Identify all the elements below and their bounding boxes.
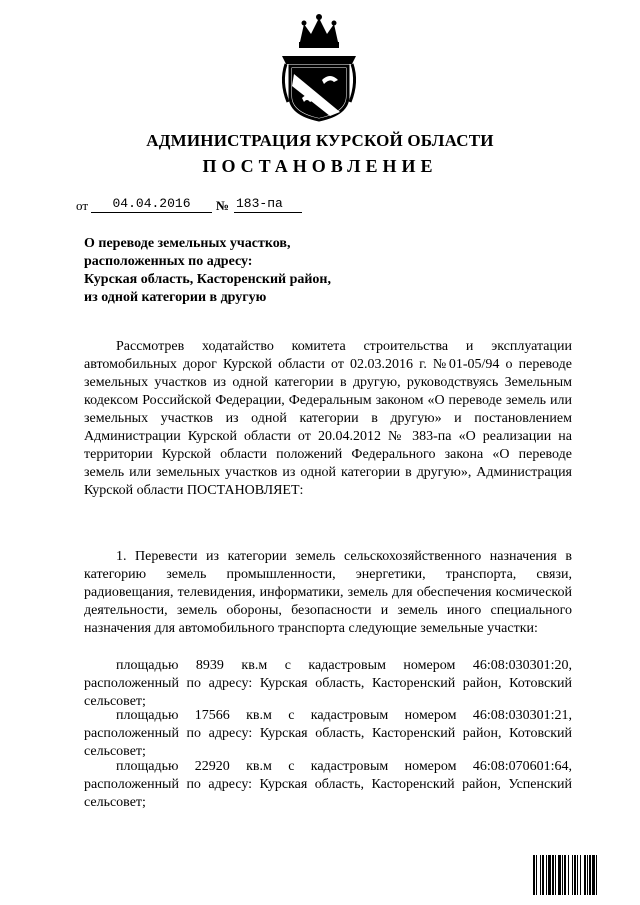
- barcode-icon: [533, 855, 625, 895]
- barcode-bar: [542, 855, 544, 895]
- barcode-bar: [540, 855, 541, 895]
- land-plot-item: площадью 22920 кв.м с кадастровым номером 46:08:070601:64, расположенный по адресу: Курская область, Касторенский район, Успенский сельсовет;: [84, 759, 572, 810]
- document-number: 183-па: [234, 196, 302, 213]
- barcode-bar: [584, 855, 586, 895]
- barcode-bar: [574, 855, 576, 895]
- barcode-bar: [552, 855, 554, 895]
- barcode-bar: [572, 855, 573, 895]
- barcode-bar: [577, 855, 578, 895]
- barcode-bar: [592, 855, 595, 895]
- barcode-bar: [580, 855, 581, 895]
- barcode-bar: [589, 855, 591, 895]
- barcode-bar: [568, 855, 569, 895]
- coat-of-arms-icon: [278, 12, 360, 122]
- barcode-bar: [562, 855, 563, 895]
- subject-line: из одной категории в другую: [84, 290, 267, 305]
- barcode-bar: [558, 855, 561, 895]
- number-prefix: №: [216, 198, 230, 213]
- subject-line: Курская область, Касторенский район,: [84, 272, 332, 287]
- barcode-bar: [548, 855, 551, 895]
- barcode-bar: [555, 855, 556, 895]
- organization-name: АДМИНИСТРАЦИЯ КУРСКОЙ ОБЛАСТИ: [146, 131, 494, 150]
- land-plot-item: площадью 8939 кв.м с кадастровым номером 46:08:030301:20, расположенный по адресу: Курская область, Касторенский район, Котовский сельсовет;: [84, 658, 572, 709]
- preamble-paragraph: Рассмотрев ходатайство комитета строительства и эксплуатации автомобильных дорог Курской области от 02.03.2016 г. №01-05/94 о переводе земельных участков из одной категории в другую, руководствуясь Земельным кодексом Российской Федерации, Федеральным законом «О переводе земель или земельных участков из одной категории в другую» и постановлением Администрации Курской области от 20.04.2012 № 383-па «О реализации на территории Курской области положений Федерального закона «О переводе земель или земельных участков из одной категории в другую», Администрация Курской области ПОСТАНОВЛЯЕТ:: [84, 339, 572, 498]
- land-plot-item: площадью 17566 кв.м с кадастровым номером 46:08:030301:21, расположенный по адресу: Курская область, Касторенский район, Котовский сельсовет;: [84, 708, 572, 759]
- barcode-bar: [564, 855, 566, 895]
- subject-line: расположенных по адресу:: [84, 254, 253, 269]
- barcode-bar: [587, 855, 588, 895]
- document-type: ПОСТАНОВЛЕНИЕ: [202, 156, 438, 176]
- barcode-bar: [596, 855, 597, 895]
- barcode-bar: [536, 855, 537, 895]
- barcode-bar: [546, 855, 547, 895]
- date-prefix: от: [76, 198, 89, 213]
- subject-line: О переводе земельных участков,: [84, 236, 291, 251]
- clause-1-paragraph: 1. Перевести из категории земель сельскохозяйственного назначения в категорию земель промышленности, энергетики, транспорта, связи, радиовещания, телевидения, информатики, земель для обеспечения космической деятельности, земель обороны, безопасности и земель иного специального назначения для автомобильного транспорта следующие земельные участки:: [84, 549, 572, 636]
- document-subject: [84, 235, 331, 307]
- document-date: 04.04.2016: [91, 196, 212, 213]
- barcode-bar: [533, 855, 535, 895]
